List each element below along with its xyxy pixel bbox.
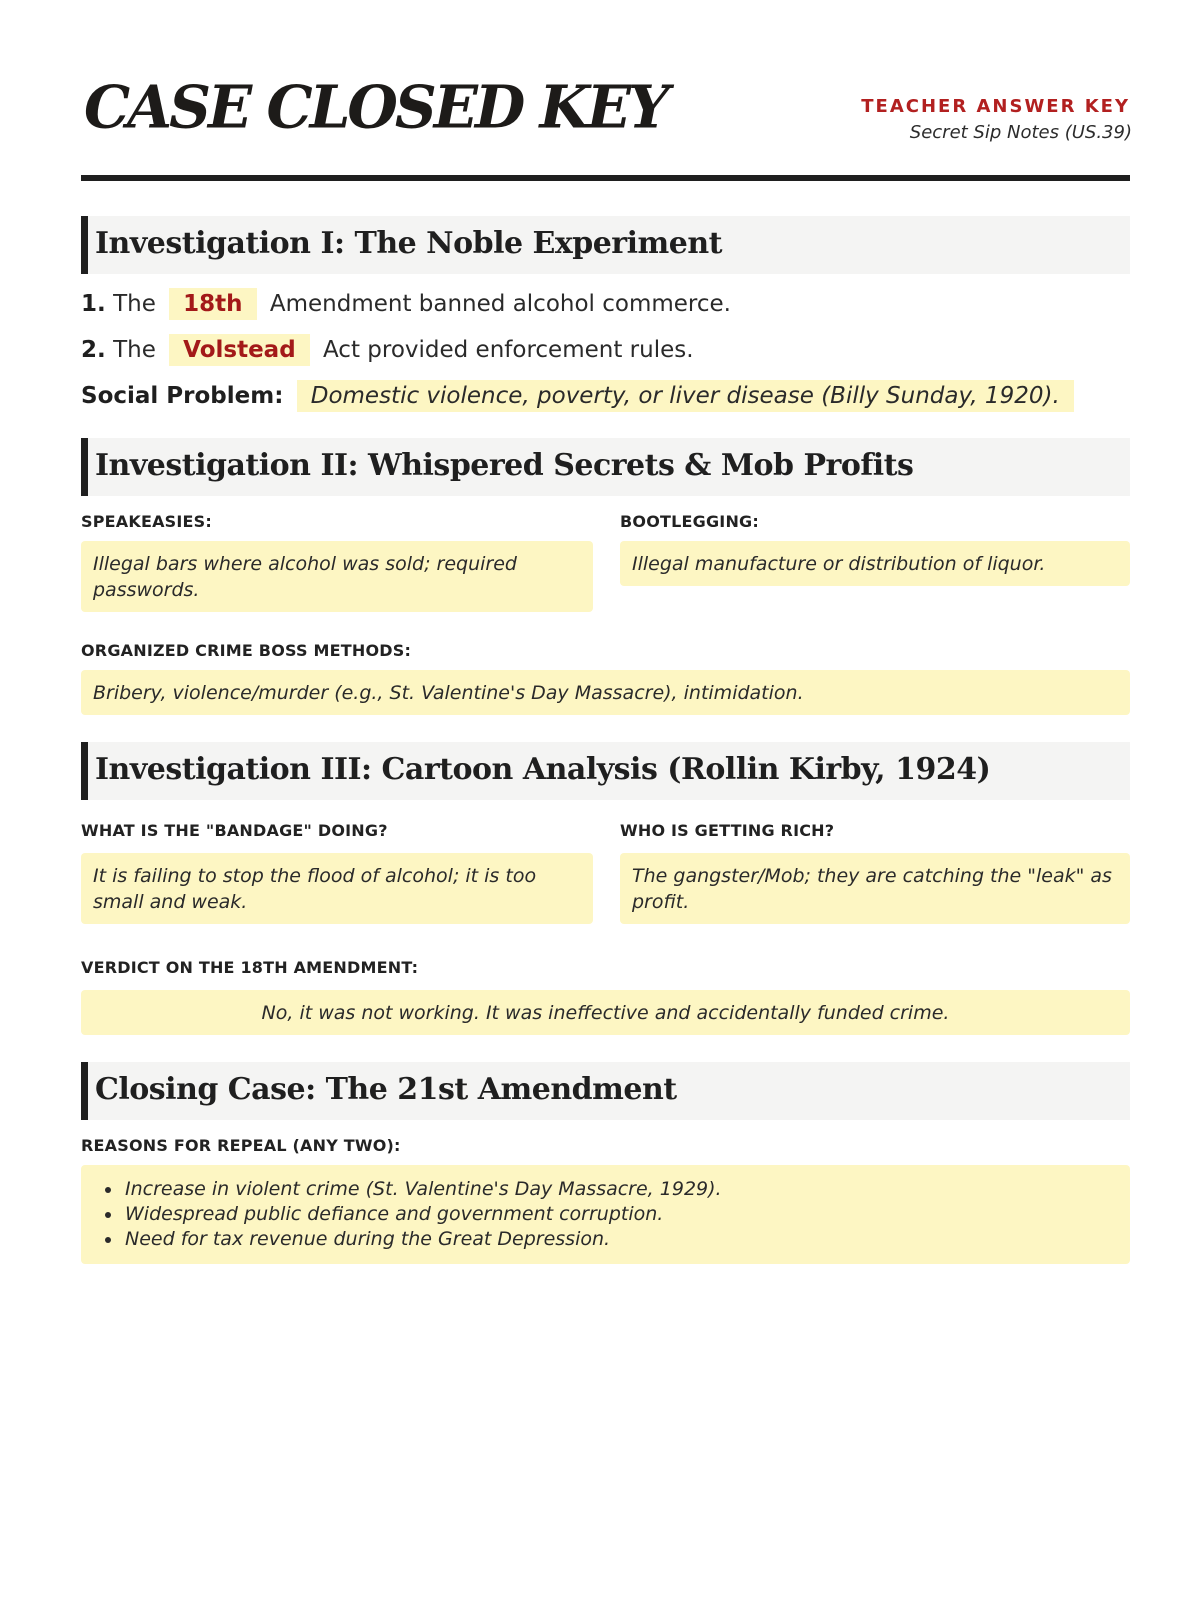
section-heading-closing-case <box>81 1062 1130 1120</box>
verdict-label: VERDICT ON THE 18TH AMENDMENT: <box>81 958 419 977</box>
bootlegging-label: BOOTLEGGING: <box>620 512 759 531</box>
crime-methods-answer: Bribery, violence/murder (e.g., St. Valentine's Day Massacre), intimidation. <box>81 670 1130 715</box>
section-heading-investigation-2 <box>81 438 1130 496</box>
repeal-reason-item: • Widespread public defiance and government corruption. <box>123 1202 1118 1227</box>
worksheet-subtitle: Secret Sip Notes (US.39) <box>909 122 1132 143</box>
speakeasies-label: SPEAKEASIES: <box>81 512 213 531</box>
speakeasies-answer: Illegal bars where alcohol was sold; required passwords. <box>81 541 593 612</box>
question-text-before: The <box>113 337 156 363</box>
question-number: 1. <box>81 291 106 317</box>
bandage-answer: It is failing to stop the flood of alcohol; it is too small and weak. <box>81 853 593 924</box>
section-title: Investigation II: Whispered Secrets & Mob Profits <box>95 448 914 483</box>
teacher-key-label: TEACHER ANSWER KEY <box>861 96 1130 117</box>
repeal-reasons-answer <box>81 1165 1130 1264</box>
page-title: CASE CLOSED KEY <box>84 72 667 142</box>
question-1 <box>81 288 731 320</box>
section-heading-investigation-1 <box>81 216 1130 274</box>
getting-rich-answer: The gangster/Mob; they are catching the "leak" as profit. <box>620 853 1130 924</box>
section-title: Investigation I: The Noble Experiment <box>95 226 723 261</box>
social-problem-label: Social Problem: <box>81 383 284 409</box>
repeal-reason-item: • Need for tax revenue during the Great Depression. <box>123 1227 1118 1252</box>
section-heading-investigation-3 <box>81 742 1130 800</box>
section-title: Investigation III: Cartoon Analysis (Rollin Kirby, 1924) <box>95 752 991 787</box>
question-text-after: Act provided enforcement rules. <box>322 337 694 363</box>
repeal-reasons-label: REASONS FOR REPEAL (ANY TWO): <box>81 1136 401 1155</box>
answer-blank-volstead: Volstead <box>169 334 310 366</box>
answer-blank-18th: 18th <box>169 288 256 320</box>
bootlegging-answer: Illegal manufacture or distribution of liquor. <box>620 541 1130 586</box>
section-title: Closing Case: The 21st Amendment <box>95 1072 677 1107</box>
crime-methods-label: ORGANIZED CRIME BOSS METHODS: <box>81 641 412 660</box>
verdict-answer: No, it was not working. It was ineffective and accidentally funded crime. <box>81 990 1130 1035</box>
question-text-before: The <box>113 291 156 317</box>
question-number: 2. <box>81 337 106 363</box>
getting-rich-label: WHO IS GETTING RICH? <box>620 821 835 840</box>
repeal-reason-item: • Increase in violent crime (St. Valentine's Day Massacre, 1929). <box>123 1177 1118 1202</box>
bandage-label: WHAT IS THE "BANDAGE" DOING? <box>81 821 388 840</box>
answer-key-page <box>81 0 1132 1250</box>
header <box>81 0 1130 182</box>
question-2 <box>81 334 694 366</box>
repeal-reasons-list <box>93 1177 1118 1252</box>
social-problem-answer: Domestic violence, poverty, or liver disease (Billy Sunday, 1920). <box>297 380 1074 412</box>
question-text-after: Amendment banned alcohol commerce. <box>269 291 731 317</box>
header-divider <box>81 175 1130 181</box>
social-problem-row <box>81 380 1074 412</box>
